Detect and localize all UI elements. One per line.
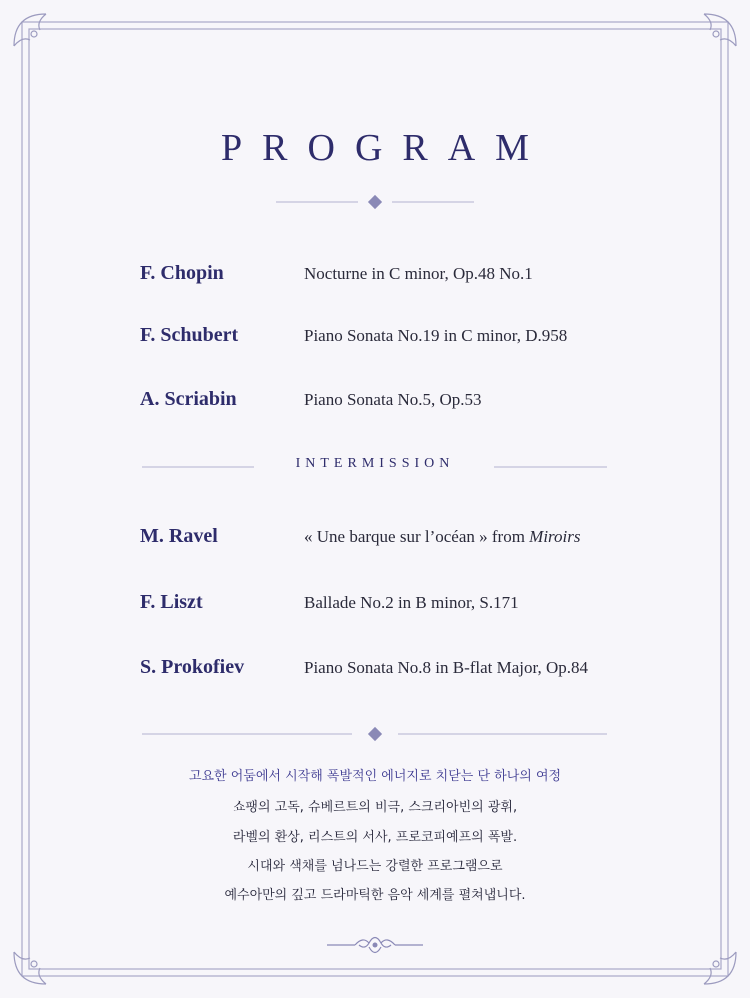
flourish-ornament-icon — [325, 930, 425, 960]
description-line: 예수아만의 깊고 드라마틱한 음악 세계를 펼쳐냅니다. — [224, 888, 526, 903]
work-title: Piano Sonata No.19 in C minor, D.958 — [304, 326, 568, 345]
program-row-chopin — [0, 262, 750, 302]
program-row-prokofiev — [0, 656, 750, 696]
work-title-italic: Miroirs — [529, 527, 581, 546]
work-title: Nocturne in C minor, Op.48 No.1 — [304, 264, 533, 283]
composer-name: F. Chopin — [140, 262, 224, 284]
composer-name: A. Scriabin — [140, 388, 237, 410]
work-title-text: « Une barque sur l’océan » from — [304, 527, 530, 546]
diamond-icon — [368, 727, 382, 741]
work-title — [304, 527, 581, 547]
description-divider — [0, 722, 750, 746]
page-title: PROGRAM — [221, 127, 549, 169]
composer-name: S. Prokofiev — [140, 656, 245, 678]
description-line: 시대와 색채를 넘나드는 강렬한 프로그램으로 — [247, 859, 503, 874]
program-row-ravel — [0, 525, 750, 565]
intermission-label: INTERMISSION — [295, 456, 455, 471]
description-line: 쇼팽의 고독, 슈베르트의 비극, 스크리아빈의 광휘, — [232, 800, 518, 815]
description-line: 라벨의 환상, 리스트의 서사, 프로코피예프의 폭발. — [232, 830, 518, 845]
composer-name: F. Schubert — [140, 324, 239, 346]
program-row-schubert — [0, 324, 750, 364]
work-title: Piano Sonata No.8 in B-flat Major, Op.84 — [304, 658, 589, 677]
title-divider — [0, 190, 750, 214]
work-title: Ballade No.2 in B minor, S.171 — [304, 593, 519, 612]
program-row-liszt — [0, 591, 750, 631]
composer-name: F. Liszt — [140, 591, 203, 613]
work-title: Piano Sonata No.5, Op.53 — [304, 390, 482, 409]
description-lead: 고요한 어둠에서 시작해 폭발적인 에너지로 치닫는 단 하나의 여정 — [188, 769, 562, 784]
composer-name: M. Ravel — [140, 525, 218, 547]
intermission-divider — [0, 456, 750, 480]
diamond-icon — [368, 195, 382, 209]
program-row-scriabin — [0, 388, 750, 428]
